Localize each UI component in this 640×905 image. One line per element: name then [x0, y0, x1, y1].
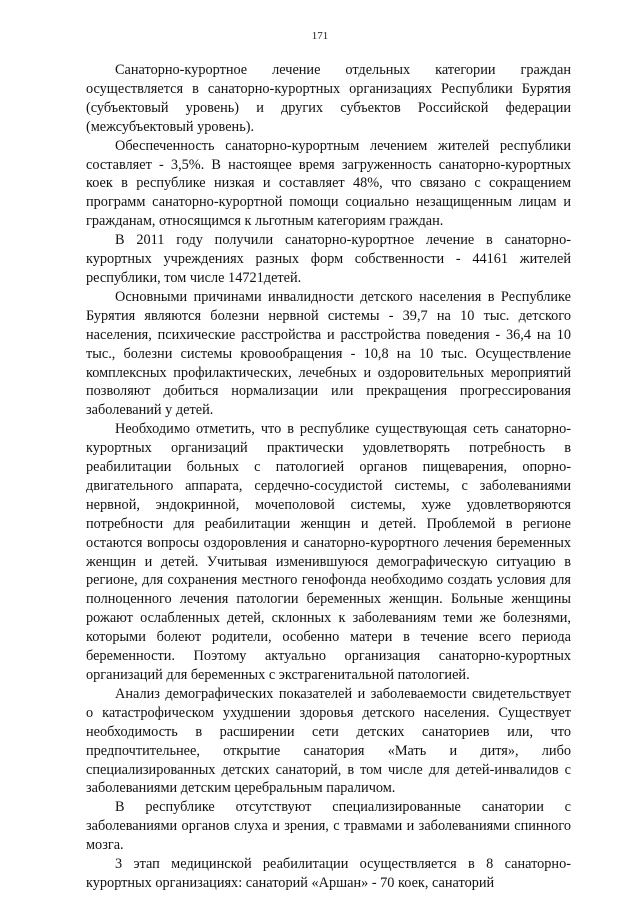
paragraph: В 2011 году получили санаторно-курортное лечение в санаторно-курортных учреждениях разных форм собственности - 44161 жителей республики, том числе 14721детей.	[86, 232, 571, 286]
paragraph: Обеспеченность санаторно-курортным лечением жителей республики составляет - 3,5%. В настоящее время загруженность санаторно-курортных коек в республике низкая и составляет 48%, что связано с сокращением программ санаторно-курортной помощи социально незащищенным лицам и гражданам, относящимся к льготным категориям граждан.	[86, 137, 571, 230]
paragraph: Анализ демографических показателей и заболеваемости свидетельствует о катастрофическом ухудшении здоровья детского населения. Существует необходимость в расширении сети детских санаториев или, что предпочтительнее, открытие санатория «Мать и дитя», либо специализированных детских санаторий, в том числе для детей-инвалидов с заболеваниями детским церебральным параличом.	[86, 685, 571, 797]
paragraph: Санаторно-курортное лечение отдельных категории граждан осуществляется в санаторно-курортных организациях Республики Бурятия (субъектовый уровень) и других субъектов Российской федерации (межсубъектовый уровень).	[86, 62, 571, 135]
page-number: 171	[311, 30, 329, 42]
paragraph: Необходимо отметить, что в республике существующая сеть санаторно- курортных организаций практически удовлетворять потребность в реабилитации больных с патологией органов пищеварения, опорно- двигательного аппарата, сердечно-сосудистой системы, с заболеваниями нервной, эндокринной, мочеполовой системы, хуже удовлетворяются потребности для реабилитации женщин и детей. Проблемой в регионе остаются вопросы оздоровления и санаторно-курортного лечения беременных женщин и детей. Учитывая изменившуюся демографическую ситуацию в регионе, для сохранения местного генофонда необходимо создать условия для полноценного лечения патологии беременных женщин. Больные женщины рожают ослабленных детей, склонных к заболеваниям теми же болезнями, которыми болеют родители, особенно матери в течение всего периода беременности. Поэтому актуально организация санаторно-курортных организаций для беременных с экстрагенитальной патологией.	[86, 421, 571, 683]
paragraph: 3 этап медицинской реабилитации осуществляется в 8 санаторно-курортных организациях: санаторий «Аршан» - 70 коек, санаторий	[86, 856, 571, 891]
document-body	[86, 61, 571, 893]
paragraph: Основными причинами инвалидности детского населения в Республике Бурятия являются болезни нервной системы - 39,7 на 10 тыс. детского населения, психические расстройства и расстройства поведения - 36,4 на 10 тыс., болезни системы кровообращения - 10,8 на 10 тыс. Осуществление комплексных профилактических, лечебных и оздоровительных мероприятий позволяют добиться нормализации или прекращения прогрессирования заболеваний у детей.	[86, 288, 571, 419]
paragraph: В республике отсутствуют специализированные санатории с заболеваниями органов слуха и зрения, с травмами и заболеваниями спинного мозга.	[86, 799, 571, 854]
